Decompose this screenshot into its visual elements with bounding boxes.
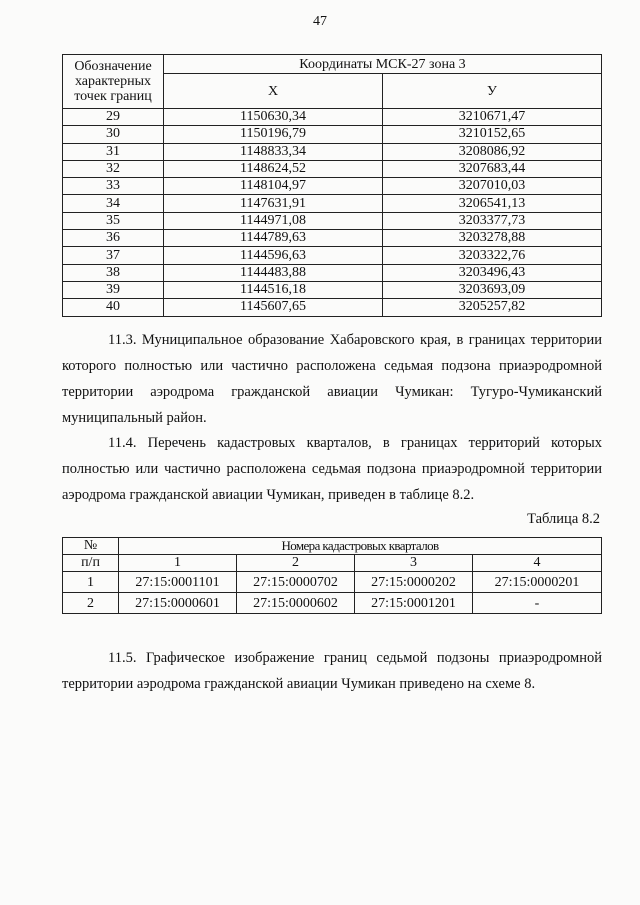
x-cell: 1147631,91 bbox=[164, 195, 383, 212]
table-row bbox=[63, 195, 602, 212]
y-cell: 3203693,09 bbox=[383, 281, 602, 298]
table-header-row bbox=[63, 55, 602, 74]
y-cell: 3203496,43 bbox=[383, 264, 602, 281]
x-cell: 1148104,97 bbox=[164, 178, 383, 195]
x-cell: 1150196,79 bbox=[164, 126, 383, 143]
table-caption: Таблица 8.2 bbox=[527, 511, 600, 527]
x-cell: 1150630,34 bbox=[164, 109, 383, 126]
cadastral-cell: - bbox=[473, 593, 602, 614]
x-cell: 1144483,88 bbox=[164, 264, 383, 281]
table-row bbox=[63, 593, 602, 614]
y-cell: 3208086,92 bbox=[383, 143, 602, 160]
table-row bbox=[63, 178, 602, 195]
paragraph-11-3: 11.3. Муниципальное образование Хабаровского края, в границах территории которого полностью или частично расположена седьмая подзона приаэродромной территории аэродрома гражданской авиации Чумикан: Тугуро-Чумиканский муниципальный район. bbox=[62, 332, 602, 426]
point-cell: 36 bbox=[63, 230, 164, 247]
y-cell: 3206541,13 bbox=[383, 195, 602, 212]
col-header-2: 2 bbox=[237, 555, 355, 572]
table-row bbox=[63, 143, 602, 160]
x-cell: 1144971,08 bbox=[164, 212, 383, 229]
row-number-cell: 1 bbox=[63, 572, 119, 593]
table-row bbox=[63, 281, 602, 298]
cadastral-cell: 27:15:0001101 bbox=[119, 572, 237, 593]
pp-header: п/п bbox=[63, 555, 119, 572]
table-header-row bbox=[63, 538, 602, 555]
point-cell: 34 bbox=[63, 195, 164, 212]
table-row bbox=[63, 572, 602, 593]
table-row bbox=[63, 230, 602, 247]
cadastral-cell: 27:15:0000602 bbox=[237, 593, 355, 614]
point-cell: 32 bbox=[63, 160, 164, 177]
cadastral-cell: 27:15:0000601 bbox=[119, 593, 237, 614]
cadastral-table bbox=[62, 537, 602, 614]
coordinates-group-header: Координаты МСК-27 зона 3 bbox=[164, 55, 602, 74]
number-header: № bbox=[63, 538, 119, 555]
page-number: 47 bbox=[313, 14, 327, 29]
point-cell: 33 bbox=[63, 178, 164, 195]
y-cell: 3203377,73 bbox=[383, 212, 602, 229]
x-header: X bbox=[164, 74, 383, 109]
cadastral-group-header: Номера кадастровых кварталов bbox=[119, 538, 602, 555]
y-cell: 3210671,47 bbox=[383, 109, 602, 126]
point-cell: 37 bbox=[63, 247, 164, 264]
col-header-4: 4 bbox=[473, 555, 602, 572]
paragraph-11-4: 11.4. Перечень кадастровых кварталов, в границах территорий которых полностью или частично расположена седьмая подзона приаэродромной территории аэродрома гражданской авиации Чумикан, приведен в таблице 8.2. bbox=[62, 435, 602, 503]
y-cell: 3207683,44 bbox=[383, 160, 602, 177]
point-cell: 30 bbox=[63, 126, 164, 143]
row-number-cell: 2 bbox=[63, 593, 119, 614]
y-cell: 3203278,88 bbox=[383, 230, 602, 247]
point-cell: 39 bbox=[63, 281, 164, 298]
cadastral-cell: 27:15:0000201 bbox=[473, 572, 602, 593]
coordinates-body bbox=[63, 109, 602, 317]
y-cell: 3207010,03 bbox=[383, 178, 602, 195]
point-cell: 38 bbox=[63, 264, 164, 281]
x-cell: 1145607,65 bbox=[164, 299, 383, 316]
y-cell: 3205257,82 bbox=[383, 299, 602, 316]
cadastral-body bbox=[63, 572, 602, 614]
x-cell: 1144596,63 bbox=[164, 247, 383, 264]
point-cell: 35 bbox=[63, 212, 164, 229]
table-row bbox=[63, 247, 602, 264]
x-cell: 1144516,18 bbox=[164, 281, 383, 298]
col-header-1: 1 bbox=[119, 555, 237, 572]
x-cell: 1148624,52 bbox=[164, 160, 383, 177]
point-cell: 40 bbox=[63, 299, 164, 316]
cadastral-cell: 27:15:0001201 bbox=[355, 593, 473, 614]
table-row bbox=[63, 299, 602, 316]
table-header-row bbox=[63, 555, 602, 572]
col-header-3: 3 bbox=[355, 555, 473, 572]
y-cell: 3203322,76 bbox=[383, 247, 602, 264]
y-header: У bbox=[383, 74, 602, 109]
point-cell: 29 bbox=[63, 109, 164, 126]
cadastral-cell: 27:15:0000702 bbox=[237, 572, 355, 593]
table-row bbox=[63, 212, 602, 229]
table-row bbox=[63, 109, 602, 126]
x-cell: 1148833,34 bbox=[164, 143, 383, 160]
point-cell: 31 bbox=[63, 143, 164, 160]
coordinates-table bbox=[62, 54, 602, 317]
cadastral-cell: 27:15:0000202 bbox=[355, 572, 473, 593]
table-row bbox=[63, 160, 602, 177]
paragraph-11-5: 11.5. Графическое изображение границ седьмой подзоны приаэродромной территории аэродрома гражданской авиации Чумикан приведено на схеме 8. bbox=[62, 650, 602, 692]
x-cell: 1144789,63 bbox=[164, 230, 383, 247]
table-row bbox=[63, 126, 602, 143]
point-designation-header: Обозначение характерных точек границ bbox=[63, 55, 164, 109]
table-row bbox=[63, 264, 602, 281]
y-cell: 3210152,65 bbox=[383, 126, 602, 143]
